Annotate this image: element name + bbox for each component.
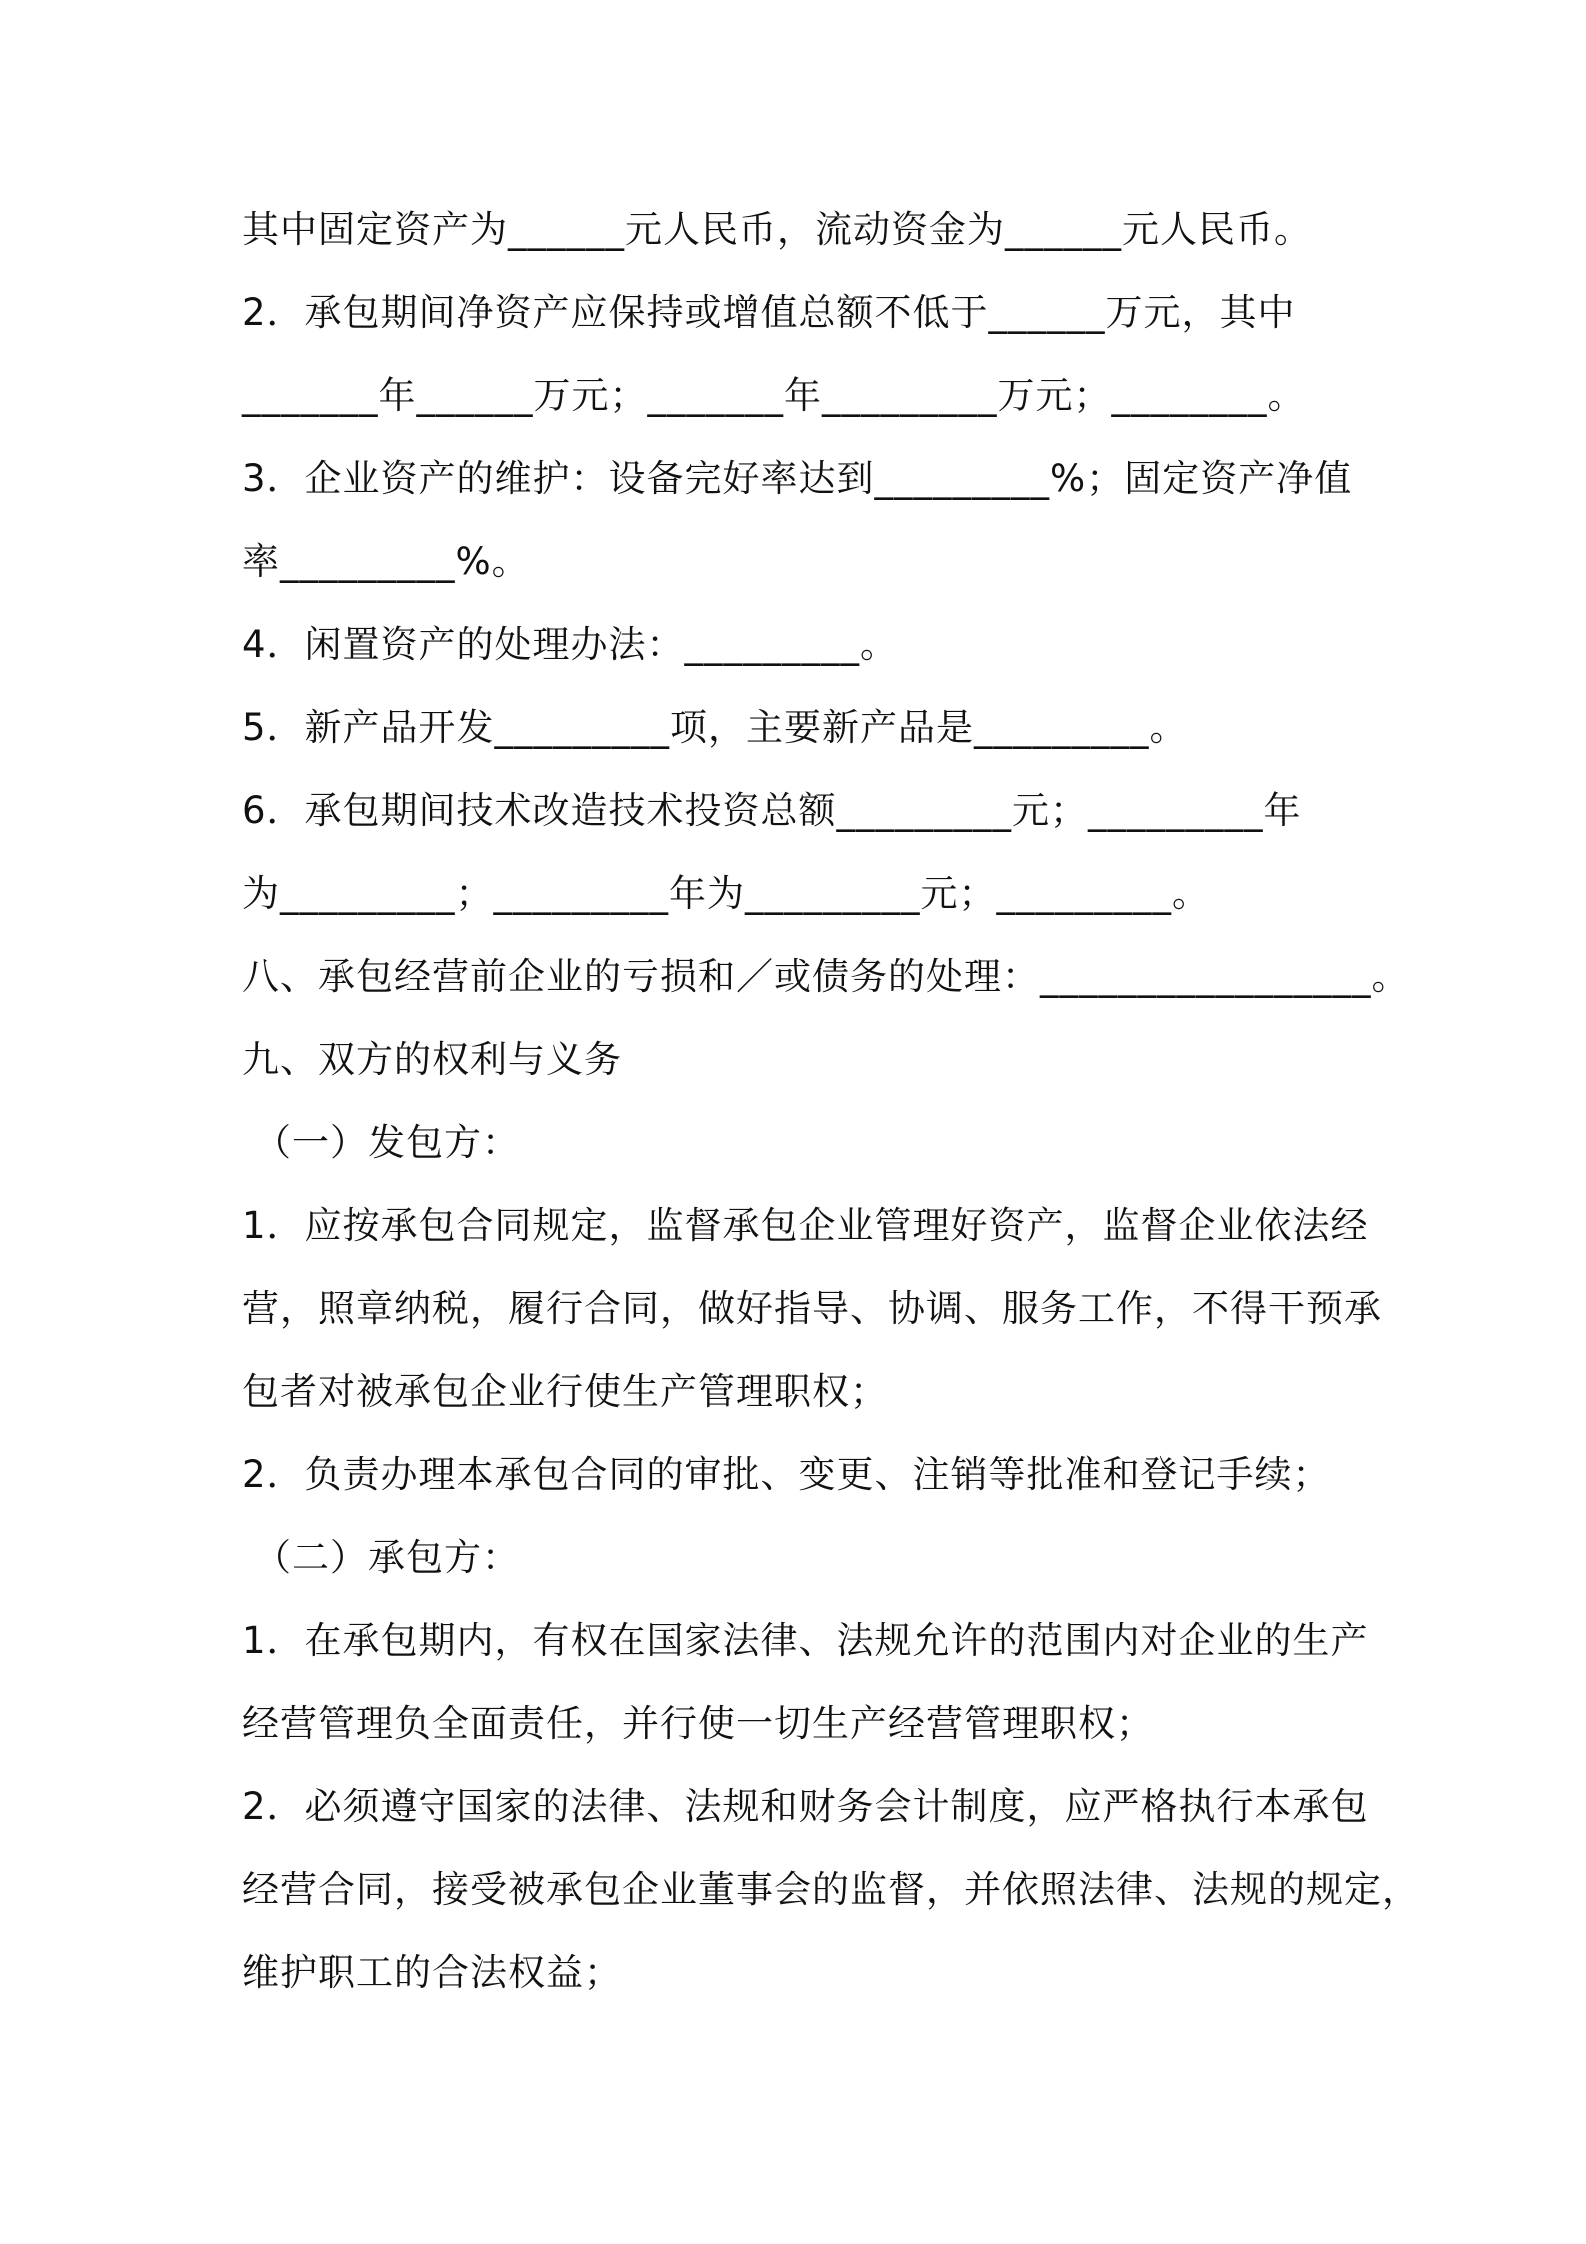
subsection-heading: （二）承包方： — [254, 1536, 520, 1579]
text-line: 1．应按承包合同规定，监督承包企业管理好资产，监督企业依法经 — [242, 1204, 1369, 1247]
text-line: 其中固定资产为______元人民币，流动资金为______元人民币。 — [242, 208, 1312, 251]
text-line: 为_________；_________年为_________元；_________。 — [242, 872, 1210, 915]
text-line: 3．企业资产的维护：设备完好率达到_________%；固定资产净值 — [242, 457, 1353, 500]
section-heading: 八、承包经营前企业的亏损和／或债务的处理：_________________。 — [242, 955, 1410, 998]
text-line: 营，照章纳税，履行合同，做好指导、协调、服务工作，不得干预承 — [242, 1287, 1382, 1330]
text-line: 2．负责办理本承包合同的审批、变更、注销等批准和登记手续； — [242, 1453, 1331, 1496]
subsection-heading: （一）发包方： — [254, 1121, 520, 1164]
text-line: _______年______万元；_______年_________万元；________。 — [242, 374, 1306, 417]
text-line: 率_________%。 — [242, 540, 530, 583]
text-line: 经营合同，接受被承包企业董事会的监督，并依照法律、法规的规定， — [242, 1868, 1420, 1911]
text-line: 经营管理负全面责任，并行使一切生产经营管理职权； — [242, 1702, 1154, 1745]
text-line: 包者对被承包企业行使生产管理职权； — [242, 1370, 888, 1413]
text-line: 6．承包期间技术改造技术投资总额_________元；_________年 — [242, 789, 1302, 832]
text-line: 2．承包期间净资产应保持或增值总额不低于______万元，其中 — [242, 291, 1296, 334]
text-line: 5．新产品开发_________项，主要新产品是_________。 — [242, 706, 1188, 749]
text-line: 1．在承包期内，有权在国家法律、法规允许的范围内对企业的生产 — [242, 1619, 1369, 1662]
text-line: 2．必须遵守国家的法律、法规和财务会计制度，应严格执行本承包 — [242, 1785, 1369, 1828]
text-line: 维护职工的合法权益； — [242, 1951, 622, 1994]
section-heading: 九、双方的权利与义务 — [242, 1038, 622, 1081]
text-line: 4．闲置资产的处理办法：_________。 — [242, 623, 899, 666]
